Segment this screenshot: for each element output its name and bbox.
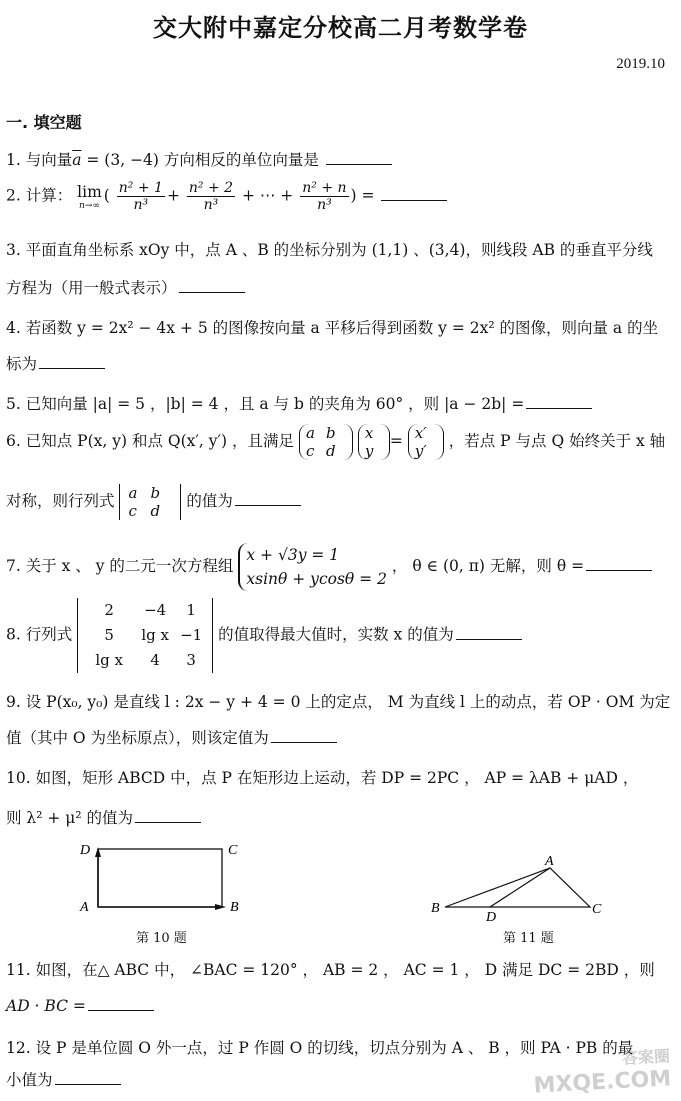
cell: y bbox=[364, 442, 374, 460]
answer-blank[interactable] bbox=[271, 728, 337, 743]
cell: −4 bbox=[144, 601, 167, 619]
figure-11-triangle bbox=[431, 854, 602, 925]
matrix-abcd bbox=[299, 424, 353, 460]
question-7 bbox=[6, 543, 652, 591]
num: n² + 2 bbox=[188, 180, 234, 196]
exam-date: 2019.10 bbox=[616, 56, 665, 72]
equation-2: xsinθ + ycosθ = 2 bbox=[246, 570, 387, 588]
q3-text: 方程为（用一般式表示） bbox=[6, 279, 177, 297]
cell: 1 bbox=[186, 601, 196, 619]
cell: 3 bbox=[186, 651, 196, 669]
fraction-1 bbox=[117, 180, 165, 213]
answer-blank[interactable] bbox=[456, 625, 522, 640]
cell: a bbox=[128, 484, 138, 502]
question-10-line-2 bbox=[6, 806, 201, 828]
question-12-line-2 bbox=[6, 1068, 121, 1090]
den: n³ bbox=[133, 197, 149, 213]
vector-xy bbox=[358, 424, 390, 460]
label-c: C bbox=[228, 843, 238, 858]
equation-system bbox=[238, 543, 387, 591]
q5-text: 5. 已知向量 |a| = 5 ，|b| = 4 ，且 a 与 b 的夹角为 60° ，则 |a − 2b| = bbox=[6, 395, 525, 413]
determinant-3x3 bbox=[77, 598, 213, 673]
cell: c bbox=[305, 442, 315, 460]
question-2: 2. 计算： lim n→∞ ( $\frac{\text{n² + 1}}{\text{n³}}$ + $\frac{\text{n² + 2}}{\text{n³}}$ + ⋯ + $\frac{\text{n² + n}}{\text{n³}}$ ) = bbox=[6, 180, 447, 213]
question-3-line-2 bbox=[6, 276, 245, 298]
label-a: A bbox=[80, 900, 89, 915]
cell: d bbox=[325, 442, 336, 460]
cell: lg x bbox=[95, 651, 123, 669]
fraction-3 bbox=[300, 180, 348, 213]
label-c: C bbox=[592, 902, 602, 917]
cell: 2 bbox=[104, 601, 114, 619]
cell: lg x bbox=[141, 626, 169, 644]
figure-10-rectangle bbox=[79, 843, 239, 915]
exam-title: 交大附中嘉定分校高二月考数学卷 bbox=[153, 14, 528, 42]
q7-text-b: ， θ ∈ (0, π) 无解，则 θ = bbox=[391, 557, 585, 575]
cell: b bbox=[150, 484, 161, 502]
q10-text: 则 λ² + μ² 的值为 bbox=[6, 809, 134, 827]
watermark-text: MXQE.COM bbox=[533, 1066, 673, 1099]
cell: 5 bbox=[104, 626, 114, 644]
lim-label: lim bbox=[77, 182, 102, 201]
q9-text: 值（其中 O 为坐标原点），则该定值为 bbox=[6, 729, 269, 747]
q6-text-b: ，若点 P 与点 Q 始终关于 x 轴 bbox=[448, 432, 666, 450]
cell: d bbox=[150, 502, 161, 520]
question-1 bbox=[6, 148, 392, 170]
cell: c bbox=[128, 502, 137, 520]
answer-blank[interactable] bbox=[235, 491, 301, 506]
cell: x bbox=[364, 424, 374, 442]
q8-text: 8. 行列式 bbox=[6, 625, 73, 644]
label-a: A bbox=[545, 854, 554, 869]
cell: 4 bbox=[150, 651, 160, 669]
cell: y′ bbox=[414, 442, 427, 460]
question-11-line-1: 11. 如图，在△ ABC 中， ∠BAC = 120° ， AB = 2 ， AC = 1 ， D 满足 DC = 2BD ，则 bbox=[6, 961, 655, 979]
q11-text: AD · BC = bbox=[6, 997, 86, 1015]
q1-text-b: = (3, −4) 方向相反的单位向量是 bbox=[81, 151, 319, 169]
figure-11-caption: 第 11 题 bbox=[503, 931, 554, 946]
label-d: D bbox=[80, 843, 91, 858]
fraction-2 bbox=[187, 180, 235, 213]
question-11-line-2 bbox=[6, 996, 154, 1015]
question-10-line-1: 10. 如图，矩形 ABCD 中，点 P 在矩形边上运动，若 DP = 2PC ， AP = λAB + μAD ， bbox=[6, 769, 639, 787]
ellipsis: + ⋯ + bbox=[241, 186, 294, 205]
question-3-line-1: 3. 平面直角坐标系 xOy 中，点 A 、B 的坐标分别为 (1,1) 、(3,4)，则线段 AB 的垂直平分线 bbox=[6, 241, 653, 259]
q12-text: 小值为 bbox=[6, 1071, 53, 1089]
vector-xy-prime bbox=[408, 424, 444, 460]
answer-blank[interactable] bbox=[55, 1070, 121, 1085]
answer-blank[interactable] bbox=[135, 808, 201, 823]
q2-tail: ) = bbox=[350, 186, 375, 205]
cell: a bbox=[305, 424, 315, 442]
label-b: B bbox=[230, 900, 239, 915]
question-9-line-1: 9. 设 P(x₀, y₀) 是直线 l : 2x − y + 4 = 0 上的定点， M 为直线 l 上的动点，若 OP · OM 为定 bbox=[6, 693, 671, 711]
cell: b bbox=[325, 424, 336, 442]
lim-sub: n→∞ bbox=[79, 200, 100, 211]
q7-text: 7. 关于 x 、 y 的二元一次方程组 bbox=[6, 557, 234, 575]
figure-10-caption: 第 10 题 bbox=[136, 931, 187, 946]
cell: x′ bbox=[414, 424, 427, 442]
num: n² + 1 bbox=[118, 180, 163, 196]
question-5 bbox=[6, 392, 592, 414]
figures bbox=[0, 835, 681, 950]
question-12-line-1: 12. 设 P 是单位圆 O 外一点，过 P 作圆 O 的切线，切点分别为 A 、 B ，则 PA · PB 的最 bbox=[6, 1039, 634, 1057]
den: n³ bbox=[203, 197, 219, 213]
vector-a: $\overline{a}$ bbox=[72, 151, 82, 169]
determinant-abcd bbox=[119, 484, 181, 520]
answer-blank[interactable] bbox=[526, 394, 592, 409]
limit bbox=[77, 183, 102, 211]
q6-text-d: 的值为 bbox=[186, 492, 233, 510]
den: n³ bbox=[317, 197, 332, 213]
watermark-logo-text: 答案圈 bbox=[621, 1046, 671, 1068]
num: n² + n bbox=[302, 180, 347, 196]
answer-blank[interactable] bbox=[381, 186, 447, 201]
label-d: D bbox=[486, 910, 497, 925]
answer-blank[interactable] bbox=[326, 150, 392, 165]
q8-text-b: 的值取得最大值时，实数 x 的值为 bbox=[218, 625, 454, 644]
section-heading: 一. 填空题 bbox=[6, 113, 82, 132]
watermark-logo bbox=[532, 1043, 672, 1098]
question-6-line-1: 6. 已知点 P(x, y) 和点 Q(x′, y′) ，且满足 a b c d x y = x′ y′ ，若点 P 与点 Q 始终关于 x 轴 bbox=[6, 424, 666, 460]
q4-text: 标为 bbox=[6, 355, 38, 373]
label-b: B bbox=[431, 901, 440, 916]
question-4-line-2 bbox=[6, 352, 105, 374]
equation-1: x + √3y = 1 bbox=[246, 546, 340, 564]
cell: −1 bbox=[180, 626, 203, 644]
answer-blank[interactable] bbox=[88, 996, 154, 1011]
q6-text-c: 对称，则行列式 bbox=[6, 492, 115, 510]
answer-blank[interactable] bbox=[586, 556, 652, 571]
q2-text: 2. 计算： bbox=[6, 186, 73, 205]
q6-text: 6. 已知点 P(x, y) 和点 Q(x′, y′) ，且满足 bbox=[6, 432, 294, 450]
question-8 bbox=[6, 598, 522, 673]
question-6-line-2 bbox=[6, 484, 301, 520]
q1-text: 1. 与向量 bbox=[6, 151, 73, 169]
answer-blank[interactable] bbox=[179, 278, 245, 293]
answer-blank[interactable] bbox=[39, 354, 105, 369]
question-4-line-1: 4. 若函数 y = 2x² − 4x + 5 的图像按向量 a 平移后得到函数 y = 2x² 的图像，则向量 a 的坐 bbox=[6, 319, 659, 337]
question-9-line-2 bbox=[6, 726, 337, 748]
